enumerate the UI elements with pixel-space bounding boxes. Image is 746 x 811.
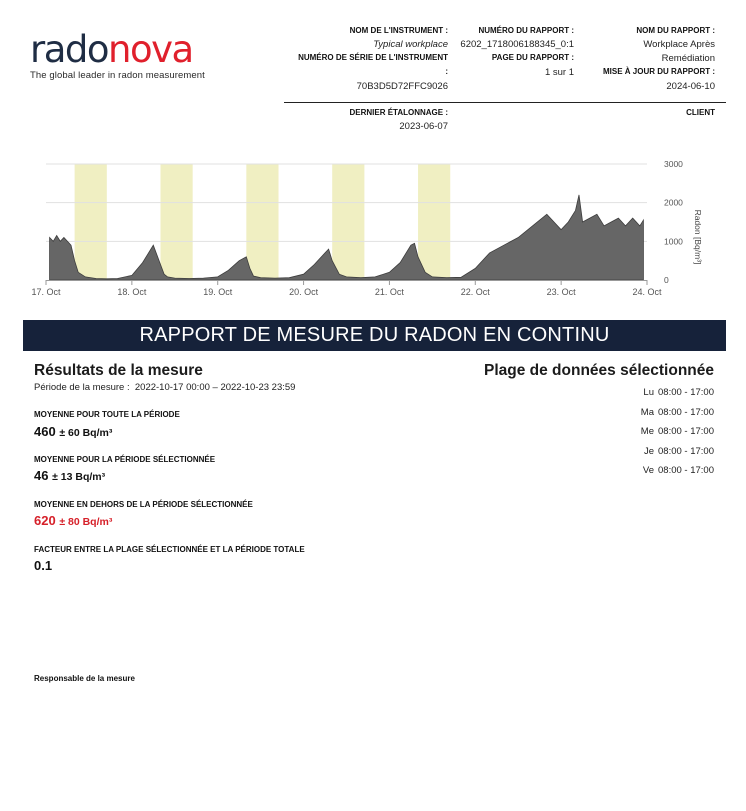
report-update-value: 2024-06-10 <box>666 81 715 92</box>
results-title: Résultats de la mesure <box>34 362 203 379</box>
report-update-label: MISE À JOUR DU RAPPORT : <box>602 67 715 76</box>
client-label: CLIENT <box>686 108 715 117</box>
x-tick-label: 24. Oct <box>632 287 662 297</box>
highlight-band <box>246 164 278 280</box>
report-page-value: 1 sur 1 <box>544 67 574 78</box>
header-divider <box>284 102 726 103</box>
schedule-hours: 08:00 - 17:00 <box>658 387 714 398</box>
calibration-label: DERNIER ÉTALONNAGE : <box>349 108 448 117</box>
period-value: 2022-10-17 00:00 – 2022-10-23 23:59 <box>134 382 296 393</box>
responsible-label: Responsable de la mesure <box>34 674 135 683</box>
period-label: Période de la mesure : <box>34 382 130 393</box>
highlight-bands <box>75 164 451 280</box>
x-tick-label: 20. Oct <box>289 287 319 297</box>
avg-total-uncertainty: ± 60 Bq/m³ <box>59 427 113 439</box>
x-tick-label: 23. Oct <box>546 287 576 297</box>
x-tick-label: 19. Oct <box>203 287 233 297</box>
schedule-day: Ve <box>642 465 654 477</box>
instrument-name-value: Typical workplace <box>373 39 448 50</box>
schedule-row <box>554 426 714 446</box>
schedule-hours: 08:00 - 17:00 <box>658 406 714 418</box>
y-axis-label: Radon [Bq/m³] <box>693 209 703 265</box>
report-title-banner: RAPPORT DE MESURE DU RADON EN CONTINU <box>23 320 726 351</box>
calibration-value: 2023-06-07 <box>399 121 448 132</box>
x-tick-label: 22. Oct <box>460 287 490 297</box>
x-tick-label: 17. Oct <box>31 287 61 297</box>
schedule-hours: 08:00 - 17:00 <box>658 426 714 438</box>
highlight-band <box>160 164 192 280</box>
serial-number-label: NUMÉRO DE SÉRIE DE L'INSTRUMENT <box>298 53 448 62</box>
serial-number-value: 70B3D5D72FFC9026 <box>356 81 448 92</box>
avg-selected-value <box>34 468 105 483</box>
schedule-row <box>554 387 714 407</box>
y-tick-label: 3000 <box>664 159 683 169</box>
schedule-day: Lu <box>643 387 654 398</box>
x-axis-ticks <box>31 280 662 297</box>
factor-value: 0.1 <box>34 558 53 573</box>
y-tick-label: 0 <box>664 275 669 285</box>
report-number-label: NUMÉRO DU RAPPORT : <box>478 26 574 35</box>
report-name-value-line1: Workplace Après <box>643 39 715 50</box>
schedule-row <box>554 407 714 427</box>
schedule-row <box>554 446 714 466</box>
avg-selected-label: MOYENNE POUR LA PÉRIODE SÉLECTIONNÉE <box>34 455 216 464</box>
schedule-day: Je <box>643 445 654 457</box>
avg-selected-number: 46 <box>34 468 49 483</box>
measurement-period <box>34 382 295 393</box>
report-name-label: NOM DU RAPPORT : <box>636 26 715 35</box>
radon-chart <box>20 155 710 305</box>
schedule-day: Me <box>640 426 654 438</box>
instrument-name-label: NOM DE L'INSTRUMENT : <box>349 26 448 35</box>
logo-tagline: The global leader in radon measurement <box>30 70 205 81</box>
x-tick-label: 21. Oct <box>374 287 404 297</box>
highlight-band <box>332 164 364 280</box>
avg-outside-label: MOYENNE EN DEHORS DE LA PÉRIODE SÉLECTIONNÉE <box>34 500 253 509</box>
report-name-value-line2: Remédiation <box>661 53 715 64</box>
schedule-row <box>554 465 714 485</box>
schedule-hours: 08:00 - 17:00 <box>658 445 714 457</box>
avg-total-value <box>34 424 112 439</box>
avg-total-number: 460 <box>34 424 56 439</box>
selection-title: Plage de données sélectionnée <box>484 362 714 379</box>
report-page-label: PAGE DU RAPPORT : <box>491 53 574 62</box>
x-tick-label: 18. Oct <box>117 287 147 297</box>
avg-total-label: MOYENNE POUR TOUTE LA PÉRIODE <box>34 410 180 419</box>
logo-nova-text: nova <box>108 28 193 71</box>
schedule-day: Ma <box>640 406 654 418</box>
avg-selected-uncertainty: ± 13 Bq/m³ <box>52 471 106 483</box>
y-tick-label: 2000 <box>664 197 683 208</box>
serial-number-colon: : <box>445 67 448 76</box>
y-tick-label: 1000 <box>664 236 683 247</box>
avg-outside-value <box>34 513 112 528</box>
report-number-value: 6202_1718006188345_0:1 <box>460 39 574 50</box>
highlight-band <box>75 164 107 280</box>
y-axis-ticks <box>664 159 683 285</box>
avg-outside-number: 620 <box>34 513 56 528</box>
factor-label: FACTEUR ENTRE LA PLAGE SÉLECTIONNÉE ET LA PÉRIODE TOTALE <box>34 545 305 554</box>
selection-schedule <box>554 387 714 485</box>
logo-radon-text: rado <box>30 28 109 71</box>
avg-outside-uncertainty: ± 80 Bq/m³ <box>59 516 113 528</box>
highlight-band <box>418 164 450 280</box>
radonova-logo <box>30 30 230 90</box>
schedule-hours: 08:00 - 17:00 <box>658 465 714 477</box>
